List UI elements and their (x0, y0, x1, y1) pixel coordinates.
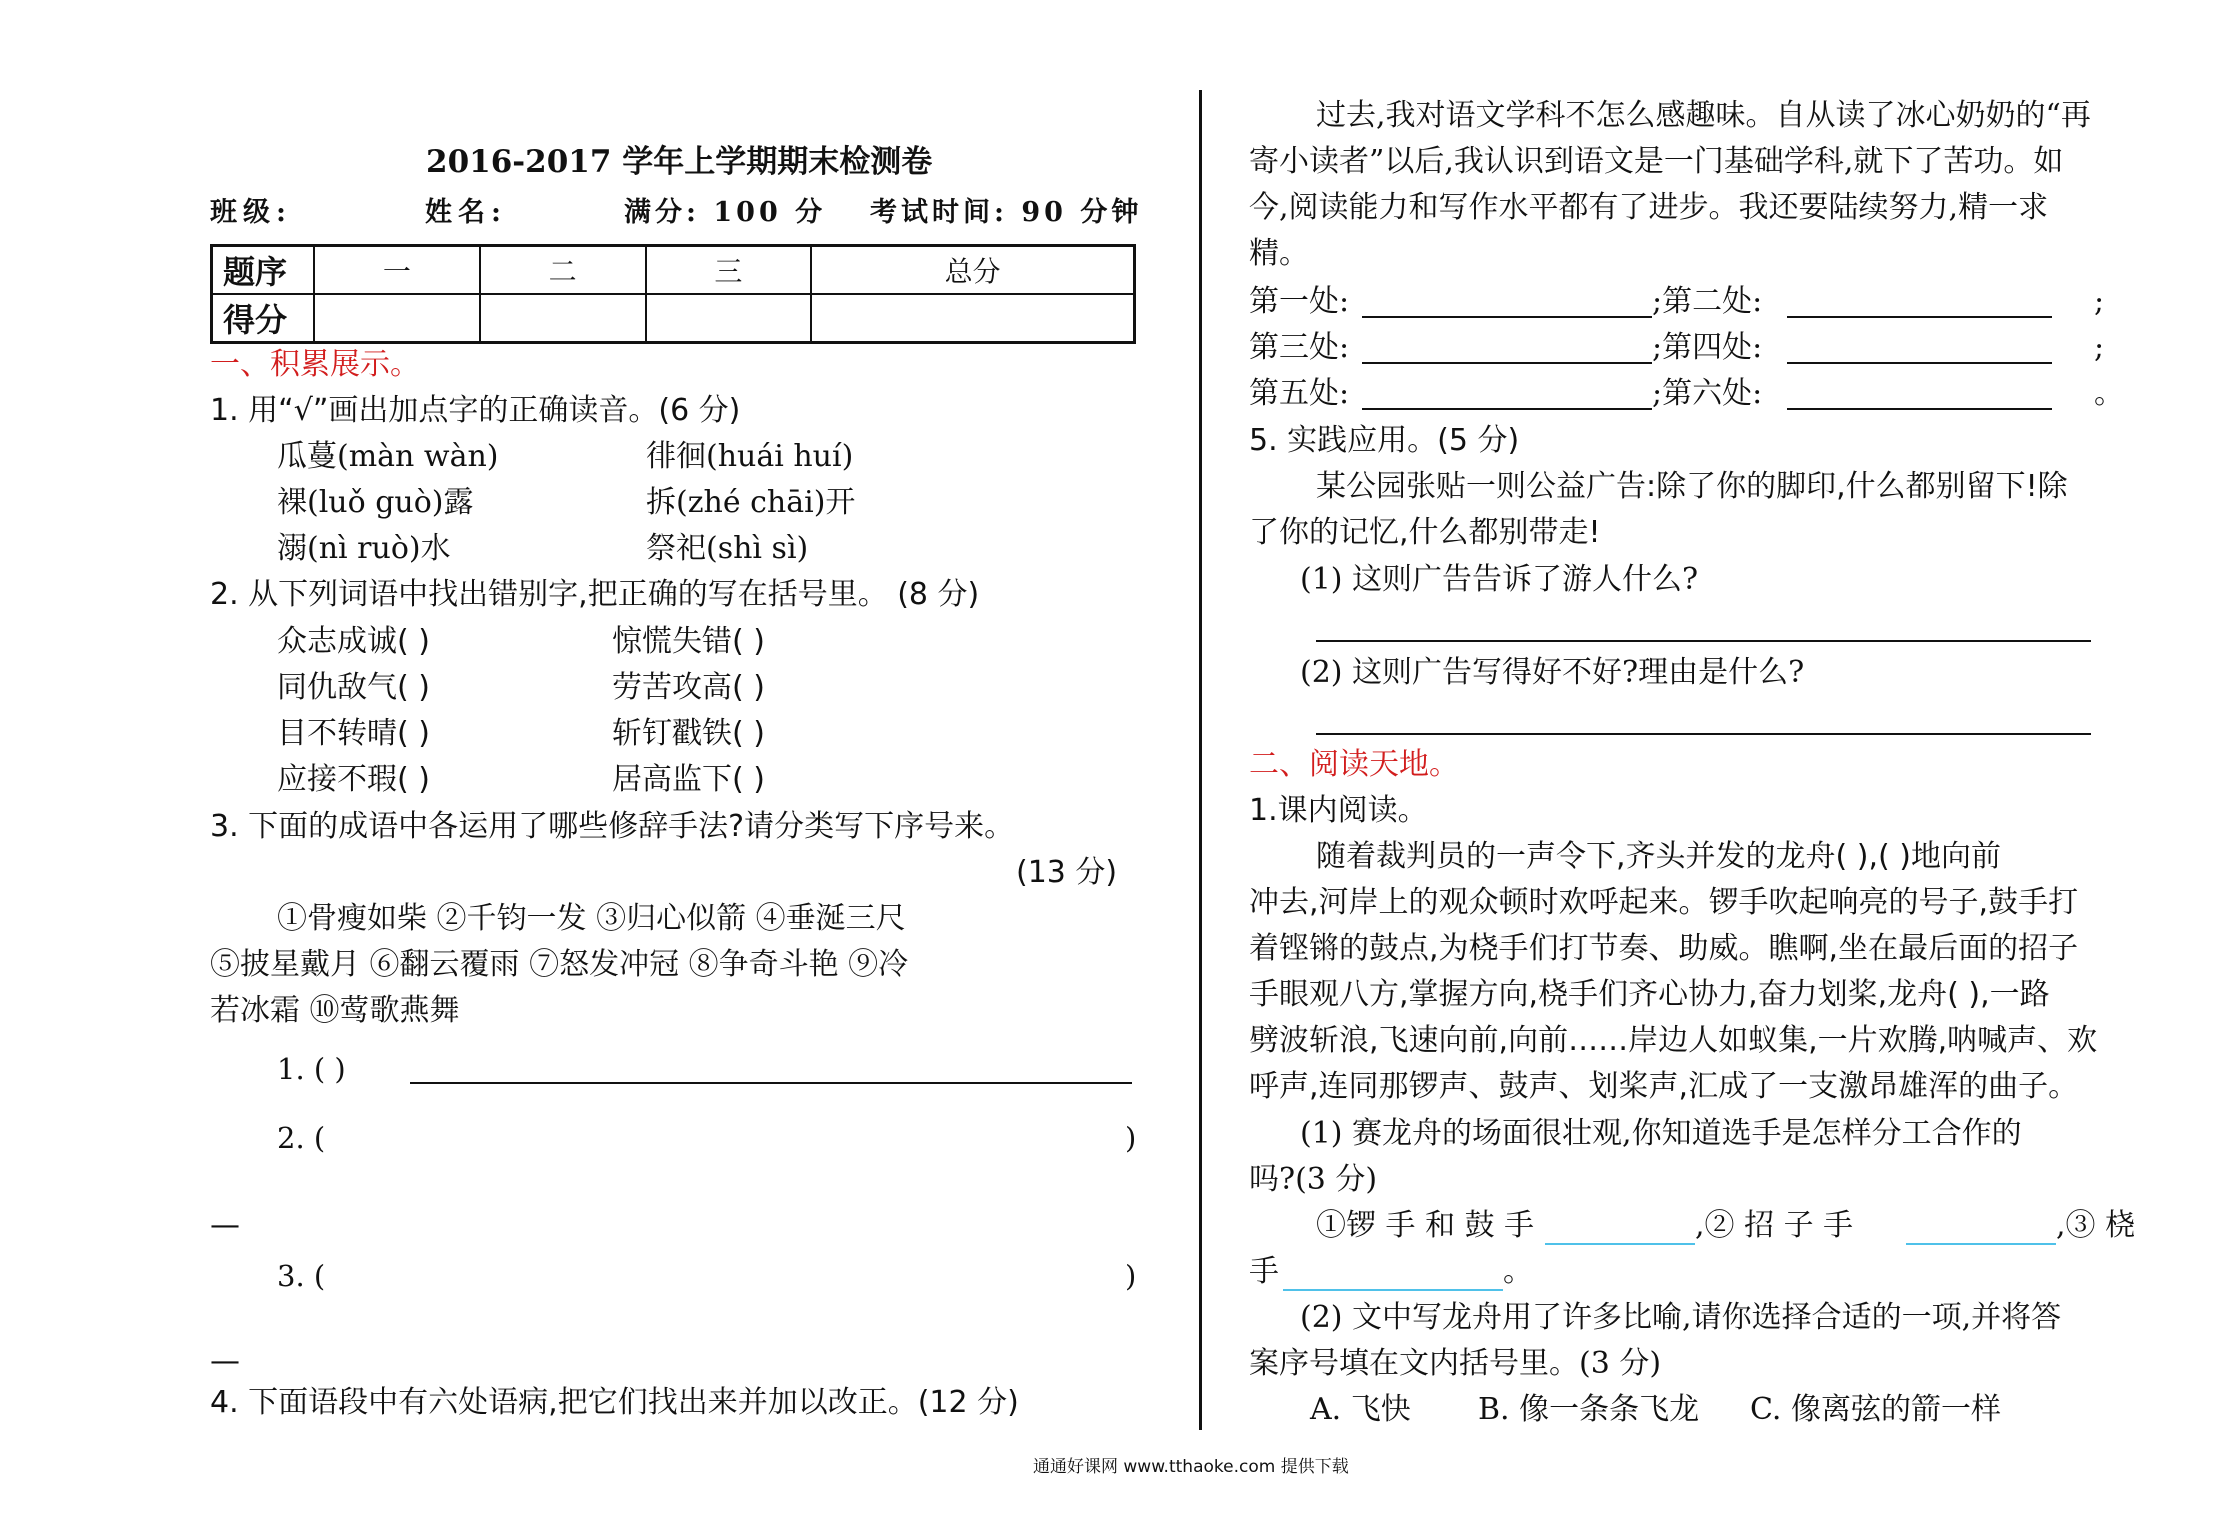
q3-answer-close: ) (1125, 1259, 1137, 1293)
page-divider (1199, 90, 1202, 1430)
fill-label: ①锣 手 和 鼓 手 (1316, 1208, 1535, 1243)
q5-answer-line[interactable] (1316, 733, 2091, 735)
q1-item: 祭祀(shì sì) (646, 531, 809, 566)
q3-answer-dash: — (210, 1344, 240, 1379)
correction-line[interactable] (1787, 316, 2052, 318)
paragraph-line: 过去,我对语文学科不怎么感趣味。自从读了冰心奶奶的“再 (1316, 98, 2091, 133)
q3-answer-label: 2. ( (277, 1121, 326, 1155)
paragraph-line: 精。 (1249, 236, 1309, 271)
q2-item: 众志成诚( ) (277, 624, 430, 659)
correction-end: ; (2094, 284, 2105, 319)
q2-item: 同仇敌气( ) (277, 670, 430, 705)
q3-answer-label: 1. ( ) (277, 1052, 346, 1086)
q2-item: 劳苦攻高( ) (612, 670, 765, 705)
fill-label: ,③ 桡 (2056, 1208, 2136, 1243)
correction-label: 第三处: (1249, 330, 1350, 365)
score-table (210, 244, 1136, 344)
q1-item: 瓜蔓(màn wàn) (277, 439, 499, 474)
q1-item: 徘徊(huái huí) (646, 439, 854, 474)
q5-subquestion: (2) 这则广告写得好不好?理由是什么? (1300, 655, 1805, 690)
correction-line[interactable] (1362, 362, 1652, 364)
exam-title: 2016-2017 学年上学期期末检测卷 (426, 144, 933, 180)
score-cell[interactable] (480, 294, 646, 343)
q3-answer-close: ) (1125, 1121, 1137, 1155)
correction-label: 第五处: (1249, 376, 1350, 411)
correction-label: ;第二处: (1652, 284, 1763, 319)
q1-item: 拆(zhé chāi)开 (646, 485, 856, 520)
fill-line[interactable] (1545, 1243, 1695, 1245)
correction-line[interactable] (1362, 316, 1652, 318)
q1-item: 裸(luǒ guò)露 (277, 485, 474, 520)
correction-end: ; (2094, 330, 2105, 365)
section-heading-2: 二、阅读天地。 (1249, 747, 1459, 782)
reading-q2: 案序号填在文内括号里。(3 分) (1249, 1346, 1662, 1381)
q1-item: 溺(nì ruò)水 (277, 531, 451, 566)
score-table-header-cell: 二 (480, 246, 646, 295)
score-table-header-cell: 一 (314, 246, 480, 295)
q1-title: 1. 用“√”画出加点字的正确读音。(6 分) (210, 393, 741, 428)
q5-answer-line[interactable] (1316, 640, 2091, 642)
q5-ad-text: 某公园张贴一则公益广告:除了你的脚印,什么都别留下!除 (1316, 469, 2068, 504)
q3-idioms-line: ①骨瘦如柴 ②千钧一发 ③归心似箭 ④垂涎三尺 (277, 901, 906, 936)
reading-line: 随着裁判员的一声令下,齐头并发的龙舟( ),( )地向前 (1316, 839, 2001, 874)
score-table-header-cell: 总分 (811, 246, 1134, 295)
correction-label: ;第六处: (1652, 376, 1763, 411)
q4-title: 4. 下面语段中有六处语病,把它们找出来并加以改正。(12 分) (210, 1385, 1019, 1420)
reading-line: 着铿锵的鼓点,为桡手们打节奏、助威。瞧啊,坐在最后面的招子 (1249, 931, 2079, 966)
correction-line[interactable] (1787, 362, 2052, 364)
fill-label: ,② 招 子 手 (1695, 1208, 1854, 1243)
q3-answer-dash: — (210, 1208, 240, 1243)
score-table-score-row (212, 294, 1135, 343)
reading-title: 1.课内阅读。 (1249, 793, 1428, 828)
correction-label: ;第四处: (1652, 330, 1763, 365)
full-score: 满分: 100 分 (624, 197, 827, 228)
q2-item: 居高监下( ) (612, 762, 765, 797)
reading-line: 手眼观八方,掌握方向,桡手们齐心协力,奋力划桨,龙舟( ),一路 (1249, 977, 2050, 1012)
q2-item: 目不转晴( ) (277, 716, 430, 751)
reading-q1: (1) 赛龙舟的场面很壮观,你知道选手是怎样分工合作的 (1300, 1116, 2022, 1151)
correction-end: 。 (2094, 376, 2124, 411)
reading-line: 冲去,河岸上的观众顿时欢呼起来。锣手吹起响亮的号子,鼓手打 (1249, 885, 2079, 920)
correction-line[interactable] (1787, 408, 2052, 410)
paragraph-line: 今,阅读能力和写作水平都有了进步。我还要陆续努力,精一求 (1249, 190, 2049, 225)
correction-line[interactable] (1362, 408, 1652, 410)
score-table-header-row (212, 246, 1135, 295)
paragraph-line: 寄小读者”以后,我认识到语文是一门基础学科,就下了苦功。如 (1249, 144, 2064, 179)
class-label: 班级: (210, 197, 292, 228)
reading-q2: (2) 文中写龙舟用了许多比喻,请你选择合适的一项,并将答 (1300, 1300, 2062, 1335)
score-cell[interactable] (646, 294, 812, 343)
q2-title: 2. 从下列词语中找出错别字,把正确的写在括号里。 (8 分) (210, 577, 980, 612)
exam-time: 考试时间: 90 分钟 (870, 197, 1143, 228)
fill-line[interactable] (1283, 1289, 1503, 1291)
q3-idioms-line: 若冰霜 ⑩莺歌燕舞 (210, 993, 460, 1028)
footer-credit: 通通好课网 www.tthaoke.com 提供下载 (1033, 1457, 1349, 1477)
q2-item: 应接不瑕( ) (277, 762, 430, 797)
score-table-header-cell: 题序 (212, 246, 315, 295)
option-a: A. 飞快 (1310, 1392, 1411, 1427)
q3-idioms-line: ⑤披星戴月 ⑥翻云覆雨 ⑦怒发冲冠 ⑧争奇斗艳 ⑨冷 (210, 947, 909, 982)
name-label: 姓名: (425, 197, 507, 228)
option-c: C. 像离弦的箭一样 (1750, 1392, 2001, 1427)
reading-q1: 吗?(3 分) (1249, 1162, 1378, 1197)
q5-ad-text: 了你的记忆,什么都别带走! (1249, 515, 1601, 550)
q3-title: 3. 下面的成语中各运用了哪些修辞手法?请分类写下序号来。 (210, 809, 1015, 844)
score-table-row-label: 得分 (212, 294, 315, 343)
fill-label: 手 (1249, 1254, 1279, 1289)
q5-title: 5. 实践应用。(5 分) (1249, 423, 1520, 458)
correction-label: 第一处: (1249, 284, 1350, 319)
q3-answer-label: 3. ( (277, 1259, 326, 1293)
score-cell[interactable] (811, 294, 1134, 343)
q2-item: 惊慌失错( ) (612, 624, 765, 659)
fill-end: 。 (1503, 1254, 1533, 1289)
reading-line: 劈波斩浪,飞速向前,向前……岸边人如蚁集,一片欢腾,呐喊声、欢 (1249, 1023, 2098, 1058)
section-heading-1: 一、积累展示。 (210, 347, 420, 382)
score-cell[interactable] (314, 294, 480, 343)
reading-line: 呼声,连同那锣声、鼓声、划桨声,汇成了一支激昂雄浑的曲子。 (1249, 1069, 2079, 1104)
option-b: B. 像一条条飞龙 (1478, 1392, 1700, 1427)
score-table-header-cell: 三 (646, 246, 812, 295)
q3-answer-line[interactable] (410, 1082, 1132, 1084)
q2-item: 斩钉戳铁( ) (612, 716, 765, 751)
fill-line[interactable] (1906, 1243, 2056, 1245)
q5-subquestion: (1) 这则广告告诉了游人什么? (1300, 562, 1699, 597)
q3-score: (13 分) (1016, 855, 1118, 890)
